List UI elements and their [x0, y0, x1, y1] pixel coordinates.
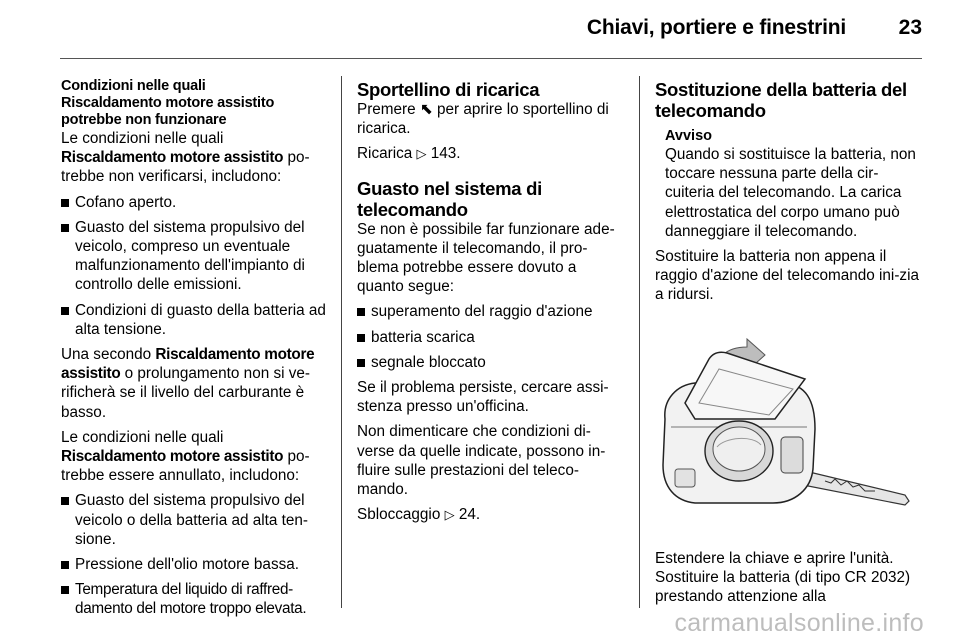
list-item: superamento del raggio d'azione	[357, 302, 627, 321]
list-item: Temperatura del liquido di raffred-damento del motore troppo elevata.	[61, 580, 327, 618]
paragraph-charge-door: Premere ⬉ per aprire lo sportellino di ricarica.	[357, 101, 609, 138]
page-number: 23	[898, 16, 922, 39]
page-ref-arrow-icon: ▷	[416, 146, 427, 162]
remote-battery-illustration	[655, 319, 917, 535]
paragraph-workshop: Se il problema persiste, cercare assi-stenza presso un'officina.	[357, 379, 609, 416]
column-1	[61, 78, 327, 625]
column-2	[357, 79, 627, 530]
list-item: Pressione dell'olio motore bassa.	[61, 555, 327, 574]
page-ref-link[interactable]: 24.	[458, 506, 481, 524]
list-conditions	[61, 193, 327, 339]
note-text: Quando si sostituisce la batteria, non toccare nessuna parte della cir-cuiteria del telecomando. La carica elettrostatica del corpo umano può danneggiare il telecomando.	[665, 146, 916, 240]
paragraph-charging-ref: Ricarica ▷ 143.	[357, 145, 461, 163]
charge-door-icon: ⬉	[419, 101, 433, 118]
list-remote-causes	[357, 302, 627, 372]
paragraph-replace-battery: Sostituire la batteria (di tipo CR 2032) prestando attenzione alla	[655, 568, 911, 606]
list-item: Guasto del sistema propulsivo del veicolo, compreso un eventuale malfunzionamento dell'impianto di controllo delle emissioni.	[61, 218, 327, 295]
list-item: Guasto del sistema propulsivo del veicolo o della batteria ad alta ten-sione.	[61, 491, 327, 549]
list-item: batteria scarica	[357, 328, 627, 347]
page-title: Chiavi, portiere e finestrini	[586, 16, 846, 39]
subheading-conditions: Condizioni nelle quali Riscaldamento motore assistito potrebbe non funzionare	[61, 78, 275, 128]
list-cancel-conditions	[61, 491, 327, 618]
page-ref-arrow-icon: ▷	[444, 507, 455, 523]
watermark-text: carmanualsonline.info	[674, 609, 924, 637]
paragraph-replace-when: Sostituire la batteria non appena il raggio d'azione del telecomando ini-zia a ridursi.	[655, 248, 919, 304]
page-header	[60, 0, 922, 59]
heading-charge-door: Sportellino di ricarica	[357, 79, 540, 100]
column-3	[655, 79, 921, 612]
paragraph-remote-failure: Se non è possibile far funzionare ade-guatamente il telecomando, il pro-blema potrebbe essere dovuto a quanto segue:	[357, 220, 615, 296]
column-divider-2	[639, 76, 640, 608]
paragraph-second-heating: Una secondo Riscaldamento motore assistito o prolungamento non si ve-rificherà se il livello del carburante è basso.	[61, 346, 315, 421]
list-item: Condizioni di guasto della batteria ad alta tensione.	[61, 301, 327, 339]
column-divider-1	[341, 76, 342, 608]
paragraph-other-conditions: Non dimenticare che condizioni di-verse da quelle indicate, possono in-fluire sulle prestazioni del teleco-mando.	[357, 423, 606, 499]
heading-remote-failure: Guasto nel sistema di telecomando	[357, 177, 542, 220]
paragraph-conditions-intro: Le condizioni nelle quali Riscaldamento motore assistito po-trebbe non verificarsi, includono:	[61, 130, 310, 186]
list-item: segnale bloccato	[357, 353, 627, 372]
paragraph-open-unit: Estendere la chiave e aprire l'unità.	[655, 549, 894, 567]
warning-note	[655, 127, 921, 241]
page-ref-link[interactable]: 143.	[430, 145, 461, 163]
paragraph-unlocking-ref: Sbloccaggio ▷ 24.	[357, 506, 481, 524]
note-title: Avviso	[665, 128, 713, 144]
paragraph-cancel-conditions: Le condizioni nelle quali Riscaldamento motore assistito po-trebbe essere annullato, includono:	[61, 428, 310, 485]
heading-battery-replacement: Sostituzione della batteria del telecomando	[655, 79, 907, 121]
list-item: Cofano aperto.	[61, 193, 327, 212]
